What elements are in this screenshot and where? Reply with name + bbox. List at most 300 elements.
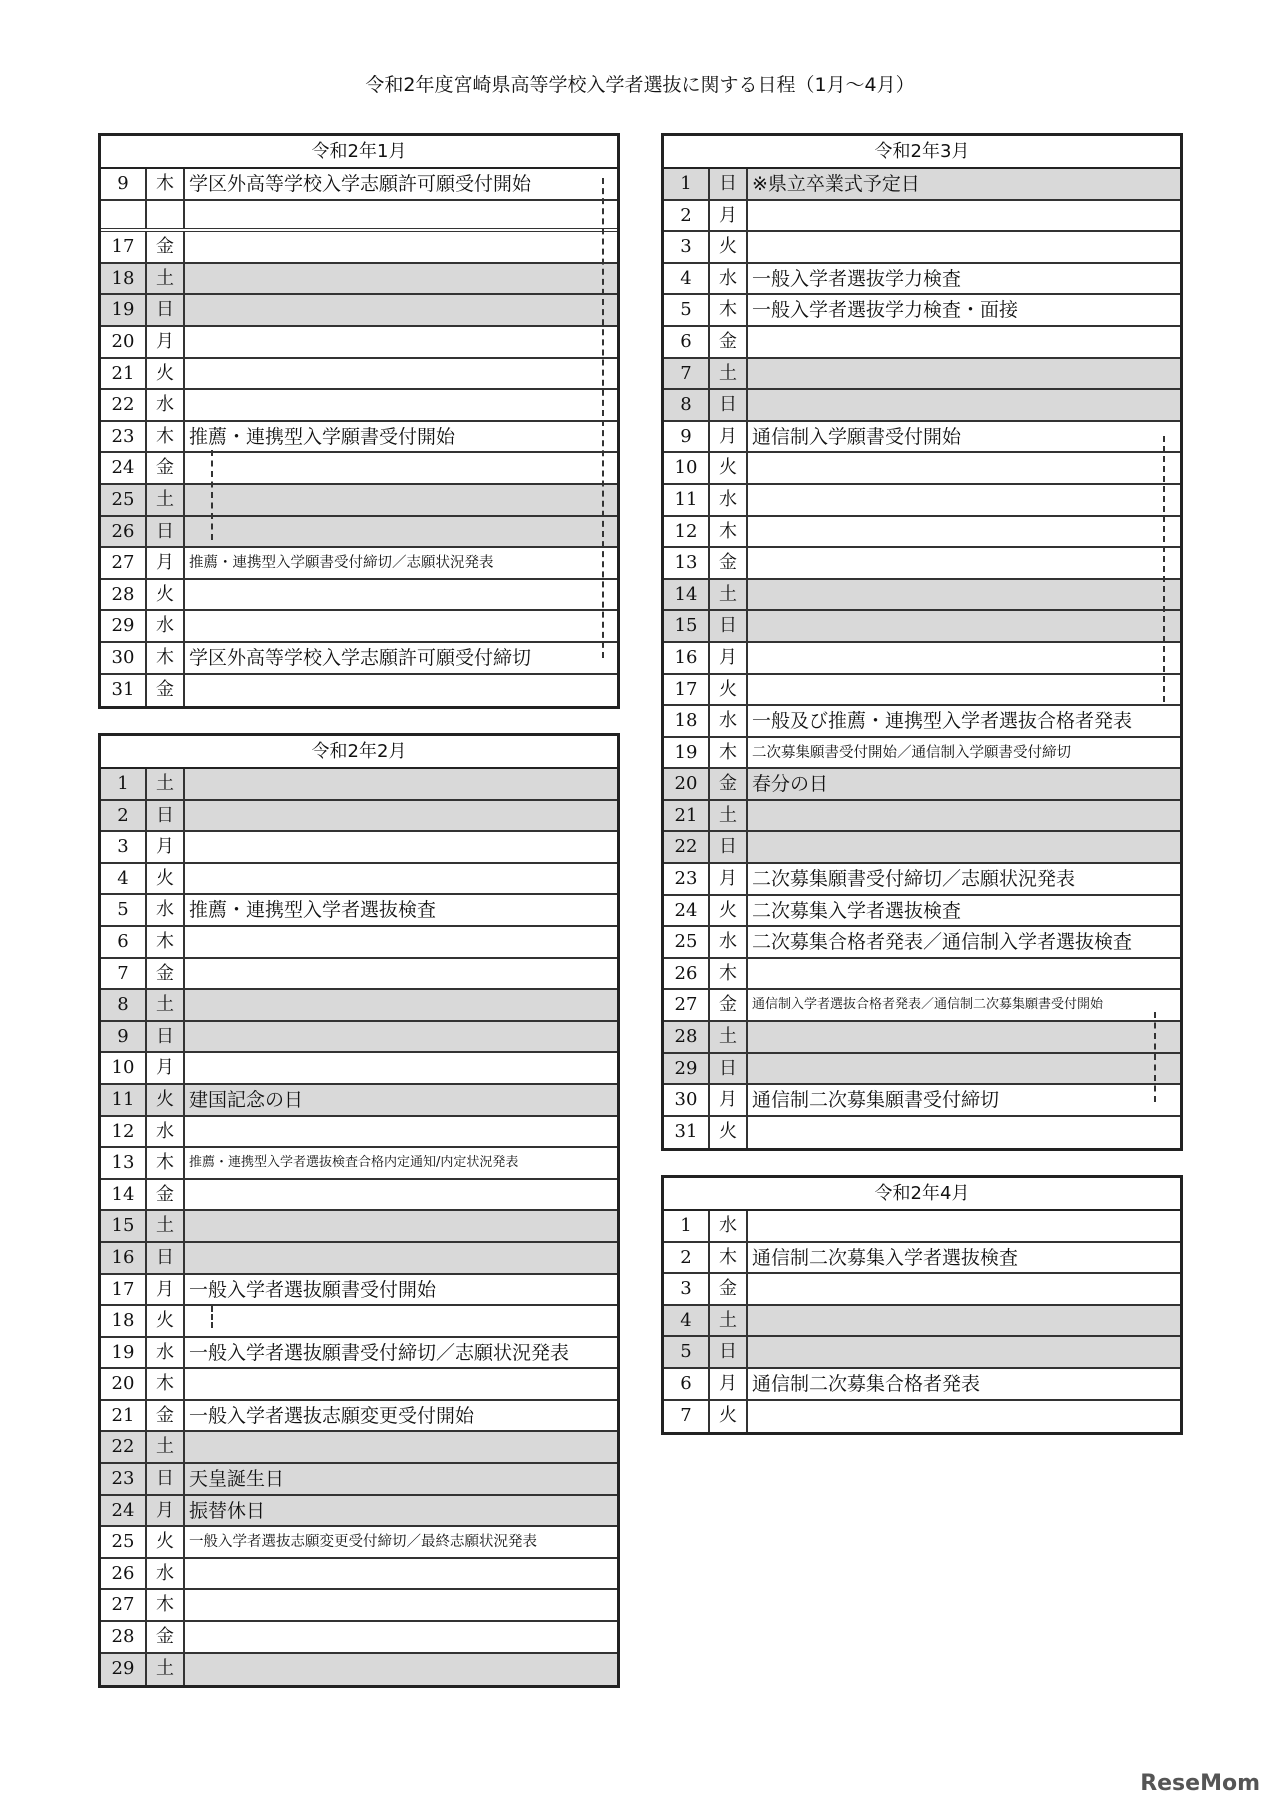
event-text (185, 327, 617, 357)
day-of-week: 金 (710, 548, 748, 578)
event-text (185, 359, 617, 389)
event-text (748, 548, 1180, 578)
day-of-week: 木 (710, 1243, 748, 1273)
day-of-week: 金 (147, 1622, 185, 1652)
calendar-row (101, 1275, 617, 1307)
month-header: 令和2年1月 (101, 136, 617, 169)
watermark-logo: ReseMom (1140, 1771, 1260, 1796)
event-text: 通信制二次募集願書受付締切 (752, 1089, 1000, 1112)
day-number: 29 (101, 611, 147, 641)
event-text (748, 1211, 1180, 1241)
day-of-week: 水 (147, 895, 185, 925)
day-number: 7 (664, 1401, 710, 1433)
event-text (185, 1369, 617, 1399)
event-text (185, 390, 617, 420)
day-number: 4 (101, 864, 147, 894)
day-number: 22 (101, 390, 147, 420)
day-number: 10 (664, 453, 710, 483)
event-text: 一般入学者選抜願書受付開始 (189, 1278, 437, 1301)
period-line-jan-recommend (211, 450, 213, 540)
calendar-row (101, 232, 617, 264)
day-number: 19 (101, 1338, 147, 1368)
day-number: 17 (101, 232, 147, 262)
calendar-row (664, 485, 1180, 517)
day-number: 21 (101, 1401, 147, 1431)
event-text: 春分の日 (752, 773, 829, 796)
day-of-week: 月 (710, 1369, 748, 1399)
event-text (185, 927, 617, 957)
day-of-week: 水 (710, 485, 748, 515)
calendar-row (664, 169, 1180, 201)
day-number: 12 (664, 517, 710, 547)
calendar-row (101, 895, 617, 927)
calendar-row (101, 517, 617, 549)
event-text (185, 264, 617, 294)
day-of-week: 金 (710, 1274, 748, 1304)
calendar-row (664, 1117, 1180, 1149)
calendar-april (661, 1175, 1183, 1435)
day-of-week: 月 (710, 1085, 748, 1115)
event-text: 推薦・連携型入学願書受付開始 (189, 425, 456, 448)
calendar-row (101, 1022, 617, 1054)
calendar-row (664, 1274, 1180, 1306)
calendar-row (664, 1401, 1180, 1433)
calendar-row (664, 769, 1180, 801)
calendar-row (101, 1211, 617, 1243)
calendar-row (101, 769, 617, 801)
event-text: 通信制入学願書受付開始 (752, 425, 962, 448)
event-text (185, 675, 617, 707)
calendar-row (101, 422, 617, 454)
calendar-row (101, 801, 617, 833)
day-number: 24 (101, 453, 147, 483)
day-number: 29 (101, 1654, 147, 1686)
month-header: 令和2年2月 (101, 736, 617, 769)
day-of-week: 日 (710, 169, 748, 199)
day-number: 15 (664, 611, 710, 641)
day-of-week: 火 (147, 1527, 185, 1557)
event-text (748, 232, 1180, 262)
period-line-feb-general (211, 1306, 213, 1328)
day-number: 6 (101, 927, 147, 957)
calendar-row (101, 1464, 617, 1496)
event-text (748, 1054, 1180, 1084)
calendar-row (664, 1211, 1180, 1243)
day-of-week: 木 (710, 295, 748, 325)
day-number: 20 (101, 327, 147, 357)
period-line-jan-outofarea (602, 178, 604, 658)
event-text (748, 453, 1180, 483)
day-of-week: 火 (710, 453, 748, 483)
day-of-week: 日 (147, 1022, 185, 1052)
calendar-row (101, 832, 617, 864)
calendar-row (664, 738, 1180, 770)
event-text (748, 1306, 1180, 1336)
calendar-row (664, 201, 1180, 233)
day-of-week: 水 (147, 1117, 185, 1147)
day-number: 20 (664, 769, 710, 799)
event-text (185, 485, 617, 515)
calendar-row (101, 1590, 617, 1622)
calendar-row (664, 453, 1180, 485)
day-of-week: 日 (710, 1054, 748, 1084)
calendar-row (101, 1622, 617, 1654)
day-of-week: 火 (710, 675, 748, 705)
day-of-week: 木 (147, 1590, 185, 1620)
calendar-row (101, 1180, 617, 1212)
calendar-row (664, 643, 1180, 675)
event-text (185, 517, 617, 547)
event-text (185, 1211, 617, 1241)
day-of-week: 日 (147, 801, 185, 831)
day-of-week: 月 (147, 832, 185, 862)
event-text (748, 832, 1180, 862)
day-of-week: 木 (147, 927, 185, 957)
calendar-row (664, 611, 1180, 643)
day-number: 10 (101, 1053, 147, 1083)
event-text: 二次募集合格者発表／通信制入学者選抜検査 (752, 931, 1133, 954)
day-of-week: 金 (147, 959, 185, 989)
event-text: 二次募集願書受付開始／通信制入学願書受付締切 (752, 744, 1071, 761)
calendar-row (101, 1306, 617, 1338)
day-of-week: 日 (147, 1464, 185, 1494)
event-text (185, 232, 617, 262)
calendar-row (101, 264, 617, 296)
event-text (185, 1180, 617, 1210)
calendar-row (101, 1401, 617, 1433)
day-number: 13 (664, 548, 710, 578)
day-of-week: 木 (147, 169, 185, 199)
calendar-row (101, 453, 617, 485)
day-number: 27 (101, 1590, 147, 1620)
day-number: 9 (101, 169, 147, 199)
day-number: 31 (101, 675, 147, 707)
day-number: 15 (101, 1211, 147, 1241)
calendar-row (101, 1148, 617, 1180)
event-text (185, 1022, 617, 1052)
event-text (185, 1590, 617, 1620)
day-number: 6 (664, 1369, 710, 1399)
day-number: 14 (664, 580, 710, 610)
day-number: 4 (664, 264, 710, 294)
event-text (748, 1274, 1180, 1304)
calendar-march (661, 133, 1183, 1151)
day-of-week: 土 (710, 1022, 748, 1052)
day-of-week: 月 (710, 422, 748, 452)
calendar-row (101, 864, 617, 896)
day-of-week: 水 (147, 1338, 185, 1368)
day-of-week: 水 (710, 264, 748, 294)
day-number: 9 (664, 422, 710, 452)
day-of-week: 金 (147, 675, 185, 707)
event-text (748, 801, 1180, 831)
calendar-january (98, 133, 620, 709)
day-number: 5 (664, 295, 710, 325)
calendar-row (664, 959, 1180, 991)
day-number: 30 (101, 643, 147, 673)
day-of-week: 水 (710, 706, 748, 736)
event-text (185, 1306, 617, 1336)
day-of-week: 土 (147, 769, 185, 799)
day-of-week: 月 (147, 548, 185, 578)
day-number: 4 (664, 1306, 710, 1336)
event-text (748, 390, 1180, 420)
day-number: 25 (101, 1527, 147, 1557)
calendar-row (664, 1306, 1180, 1338)
calendar-row (101, 643, 617, 675)
calendar-row (101, 201, 617, 233)
day-of-week: 火 (147, 1306, 185, 1336)
calendar-row (101, 1559, 617, 1591)
day-of-week: 土 (147, 264, 185, 294)
event-text (748, 1022, 1180, 1052)
event-text: 通信制二次募集合格者発表 (752, 1372, 981, 1395)
day-of-week: 木 (710, 517, 748, 547)
event-text (185, 769, 617, 799)
period-line-mar-correspondence (1163, 436, 1165, 702)
event-text: 一般入学者選抜学力検査・面接 (752, 299, 1019, 322)
event-text (748, 359, 1180, 389)
day-number: 7 (664, 359, 710, 389)
calendar-row (664, 264, 1180, 296)
event-text (748, 1401, 1180, 1433)
day-number: 21 (101, 359, 147, 389)
day-number: 24 (664, 896, 710, 926)
day-of-week: 火 (710, 1401, 748, 1433)
day-number: 30 (664, 1085, 710, 1115)
calendar-row (664, 232, 1180, 264)
day-number: 2 (101, 801, 147, 831)
day-of-week: 火 (147, 864, 185, 894)
day-of-week: 木 (147, 422, 185, 452)
day-number: 18 (101, 1306, 147, 1336)
calendar-row (664, 1337, 1180, 1369)
day-number: 3 (664, 1274, 710, 1304)
day-of-week: 日 (147, 517, 185, 547)
calendar-row (101, 390, 617, 422)
day-number: 28 (101, 1622, 147, 1652)
calendar-row (101, 1243, 617, 1275)
calendar-row (664, 295, 1180, 327)
day-number: 3 (101, 832, 147, 862)
day-of-week: 火 (710, 1117, 748, 1149)
event-text (748, 327, 1180, 357)
day-number: 13 (101, 1148, 147, 1178)
event-text (748, 643, 1180, 673)
calendar-row (101, 959, 617, 991)
event-text (748, 517, 1180, 547)
calendar-row (101, 1053, 617, 1085)
event-text (185, 201, 617, 229)
day-of-week: 水 (710, 927, 748, 957)
event-text (185, 1622, 617, 1652)
event-text (748, 959, 1180, 989)
day-number: 22 (101, 1432, 147, 1462)
day-of-week: 日 (710, 1337, 748, 1367)
calendar-row (664, 1243, 1180, 1275)
calendar-row (101, 327, 617, 359)
day-of-week: 土 (147, 485, 185, 515)
day-number: 11 (101, 1085, 147, 1115)
day-of-week: 金 (147, 453, 185, 483)
day-of-week (147, 201, 185, 229)
day-number: 6 (664, 327, 710, 357)
day-number: 26 (664, 959, 710, 989)
event-text: 二次募集願書受付締切／志願状況発表 (752, 868, 1076, 891)
calendar-row (664, 1085, 1180, 1117)
day-of-week: 木 (147, 643, 185, 673)
event-text (185, 611, 617, 641)
day-number: 23 (101, 1464, 147, 1494)
calendar-row (101, 485, 617, 517)
day-of-week: 火 (710, 896, 748, 926)
day-number: 1 (664, 169, 710, 199)
calendar-row (664, 359, 1180, 391)
calendar-row (101, 611, 617, 643)
event-text (185, 453, 617, 483)
day-number: 14 (101, 1180, 147, 1210)
event-text: 一般及び推薦・連携型入学者選抜合格者発表 (752, 710, 1133, 733)
day-of-week: 月 (147, 1275, 185, 1305)
day-number: 16 (101, 1243, 147, 1273)
day-of-week: 水 (147, 611, 185, 641)
calendar-february (98, 733, 620, 1688)
day-number: 20 (101, 1369, 147, 1399)
event-text: 推薦・連携型入学願書受付締切／志願状況発表 (189, 555, 494, 572)
calendar-row (101, 580, 617, 612)
day-of-week: 土 (147, 1654, 185, 1686)
day-number: 25 (664, 927, 710, 957)
day-of-week: 土 (147, 1432, 185, 1462)
day-of-week: 金 (147, 232, 185, 262)
event-text: 一般入学者選抜志願変更受付締切／最終志願状況発表 (189, 1534, 537, 1551)
calendar-row (101, 359, 617, 391)
day-number: 27 (101, 548, 147, 578)
event-text (185, 295, 617, 325)
month-header: 令和2年3月 (664, 136, 1180, 169)
day-number: 31 (664, 1117, 710, 1149)
day-number: 2 (664, 1243, 710, 1273)
day-of-week: 月 (710, 864, 748, 894)
day-number: 19 (664, 738, 710, 768)
day-of-week: 日 (147, 1243, 185, 1273)
day-of-week: 金 (710, 327, 748, 357)
day-number: 23 (664, 864, 710, 894)
day-of-week: 月 (147, 1496, 185, 1526)
event-text: 学区外高等学校入学志願許可願受付締切 (189, 646, 532, 669)
calendar-row (101, 1654, 617, 1686)
event-text: 二次募集入学者選抜検査 (752, 899, 962, 922)
day-number: 8 (101, 990, 147, 1020)
event-text (185, 990, 617, 1020)
event-text (185, 1432, 617, 1462)
day-of-week: 木 (710, 959, 748, 989)
calendar-row (101, 1432, 617, 1464)
day-number: 24 (101, 1496, 147, 1526)
day-of-week: 土 (710, 359, 748, 389)
day-number: 3 (664, 232, 710, 262)
day-number: 8 (664, 390, 710, 420)
day-number: 18 (101, 264, 147, 294)
event-text (185, 1117, 617, 1147)
day-of-week: 水 (710, 1211, 748, 1241)
day-number: 23 (101, 422, 147, 452)
event-text: ※県立卒業式予定日 (752, 173, 920, 195)
day-number: 28 (664, 1022, 710, 1052)
day-of-week: 水 (147, 390, 185, 420)
event-text (185, 1053, 617, 1083)
day-number: 26 (101, 1559, 147, 1589)
day-of-week: 日 (147, 295, 185, 325)
day-of-week: 日 (710, 390, 748, 420)
calendar-row (664, 548, 1180, 580)
day-number: 25 (101, 485, 147, 515)
event-text (185, 832, 617, 862)
day-of-week: 火 (147, 359, 185, 389)
day-of-week: 金 (147, 1180, 185, 1210)
calendar-row (101, 1117, 617, 1149)
event-text (748, 580, 1180, 610)
calendar-row (101, 990, 617, 1022)
event-text: 一般入学者選抜志願変更受付開始 (189, 1404, 475, 1427)
event-text (748, 611, 1180, 641)
event-text: 学区外高等学校入学志願許可願受付開始 (189, 173, 532, 195)
calendar-row (101, 1085, 617, 1117)
event-text: 推薦・連携型入学者選抜検査 (189, 899, 437, 922)
event-text: 一般入学者選抜願書受付締切／志願状況発表 (189, 1341, 570, 1364)
month-header: 令和2年4月 (664, 1178, 1180, 1211)
event-text: 建国記念の日 (189, 1088, 304, 1111)
day-of-week: 火 (710, 232, 748, 262)
day-of-week: 月 (710, 643, 748, 673)
day-of-week: 日 (710, 832, 748, 862)
event-text (185, 959, 617, 989)
day-of-week: 土 (147, 1211, 185, 1241)
day-of-week: 金 (147, 1401, 185, 1431)
calendar-row (664, 990, 1180, 1022)
day-of-week: 木 (710, 738, 748, 768)
event-text: 通信制二次募集入学者選抜検査 (752, 1246, 1019, 1269)
calendar-row (101, 295, 617, 327)
day-number: 17 (101, 1275, 147, 1305)
day-number: 16 (664, 643, 710, 673)
day-of-week: 土 (710, 801, 748, 831)
day-number: 19 (101, 295, 147, 325)
day-of-week: 土 (710, 580, 748, 610)
day-number: 21 (664, 801, 710, 831)
day-of-week: 金 (710, 769, 748, 799)
day-number: 17 (664, 675, 710, 705)
event-text (748, 1117, 1180, 1149)
day-of-week: 火 (147, 1085, 185, 1115)
day-of-week: 金 (710, 990, 748, 1020)
event-text (748, 675, 1180, 705)
calendar-row (101, 1496, 617, 1528)
day-number: 11 (664, 485, 710, 515)
event-text (748, 485, 1180, 515)
day-of-week: 土 (710, 1306, 748, 1336)
event-text (185, 1654, 617, 1686)
calendar-row (664, 1022, 1180, 1054)
day-number: 26 (101, 517, 147, 547)
event-text (185, 580, 617, 610)
event-text: 推薦・連携型入学者選抜検査合格内定通知/内定状況発表 (189, 1155, 519, 1171)
calendar-row (664, 390, 1180, 422)
day-number: 2 (664, 201, 710, 231)
day-of-week: 月 (147, 327, 185, 357)
calendar-row (101, 927, 617, 959)
calendar-row (664, 422, 1180, 454)
